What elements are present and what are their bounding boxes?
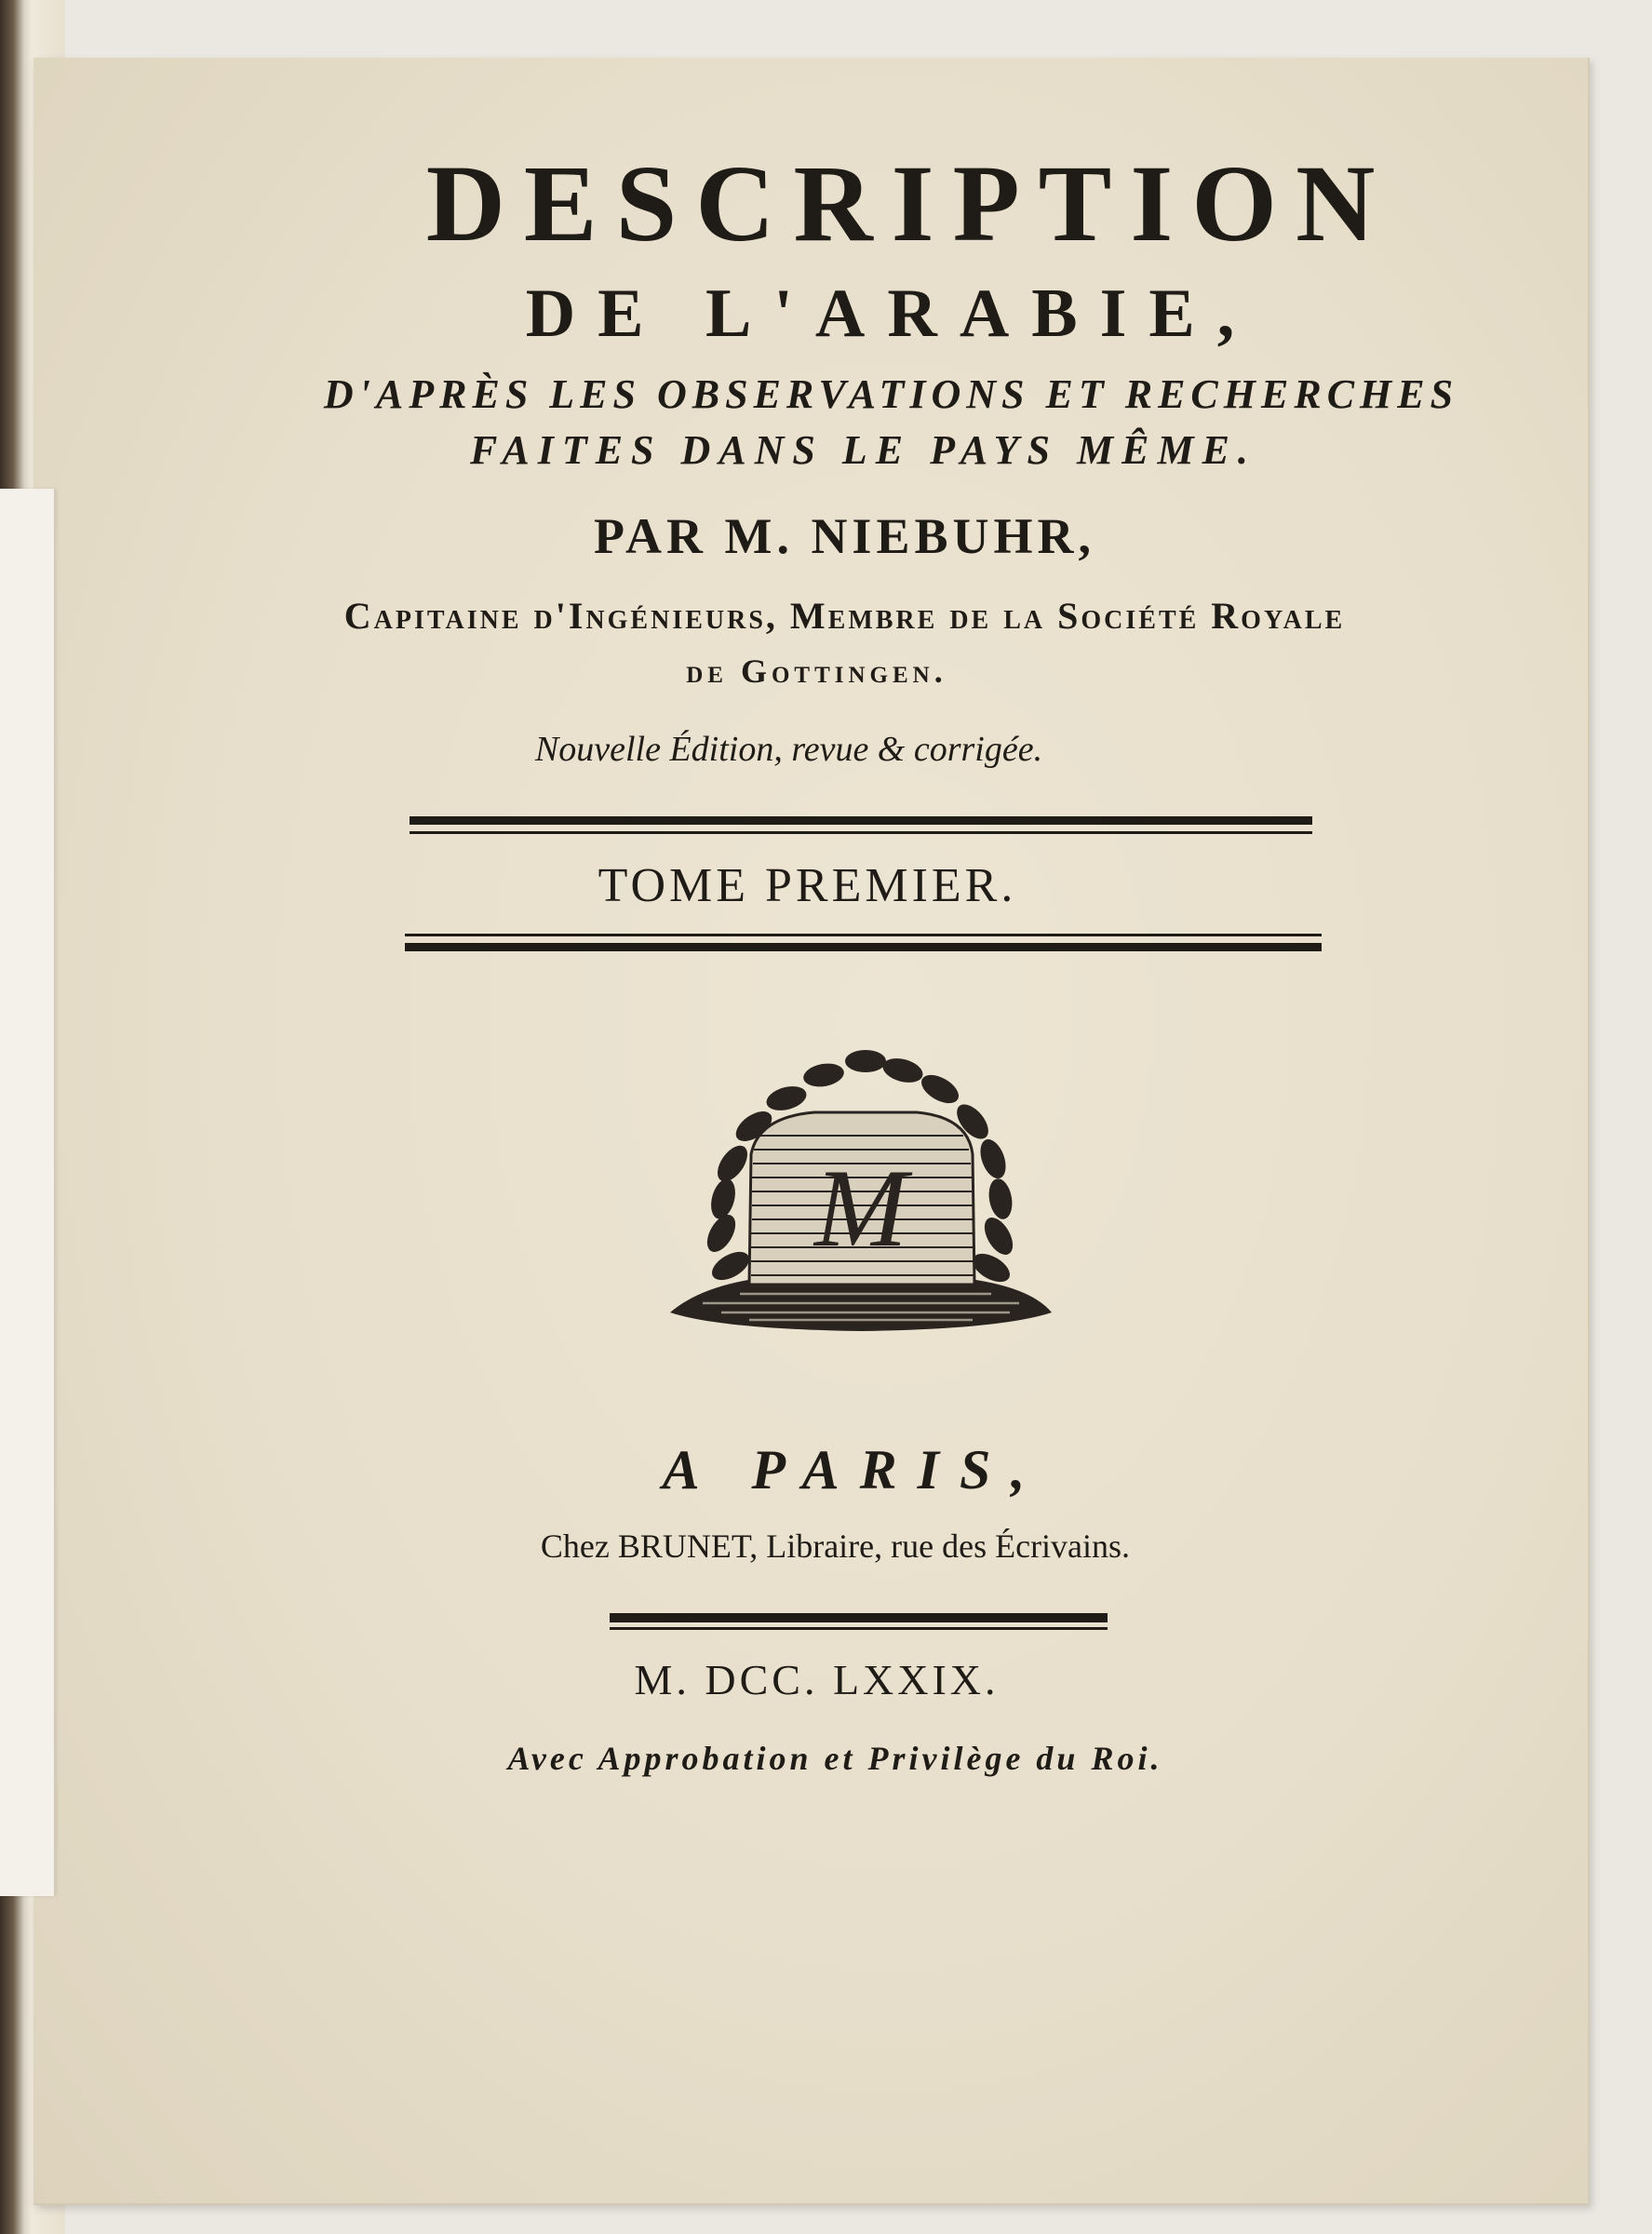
author: PAR M. NIEBUHR, [594,508,1095,564]
lower-rule-thick [405,943,1322,951]
imprint-place: A PARIS, [662,1439,1046,1501]
edition-note: Nouvelle Édition, revue & corrigée. [534,730,1043,769]
upper-rule-thick [410,816,1312,825]
book-subtitle: DE L'ARABIE, [525,276,1257,352]
imprint-rule-thick [610,1613,1108,1622]
lower-rule-thin [405,934,1322,936]
author-role-line-1: Capitaine d'Ingénieurs, Membre de la Société Royale [343,595,1346,637]
printer-emblem-icon [665,1033,1056,1336]
imprint-date: M. DCC. LXXIX. [634,1656,1000,1703]
imprint-publisher: Chez BRUNET, Libraire, rue des Écrivains. [540,1527,1131,1565]
svg-text:M: M [814,1146,907,1270]
subtitle-line-1: D'APRÈS LES OBSERVATIONS ET RECHERCHES [323,371,1459,417]
royal-approbation: Avec Approbation et Privilège du Roi. [507,1740,1163,1777]
volume-label: TOME PREMIER. [598,859,1017,912]
upper-rule-thin [410,831,1312,834]
subtitle-line-2: FAITES DANS LE PAYS MÊME. [470,427,1256,473]
author-role-line-2: de Gottingen. [686,653,947,690]
imprint-rule-thin [610,1627,1108,1630]
book-title: DESCRIPTION [425,142,1394,264]
